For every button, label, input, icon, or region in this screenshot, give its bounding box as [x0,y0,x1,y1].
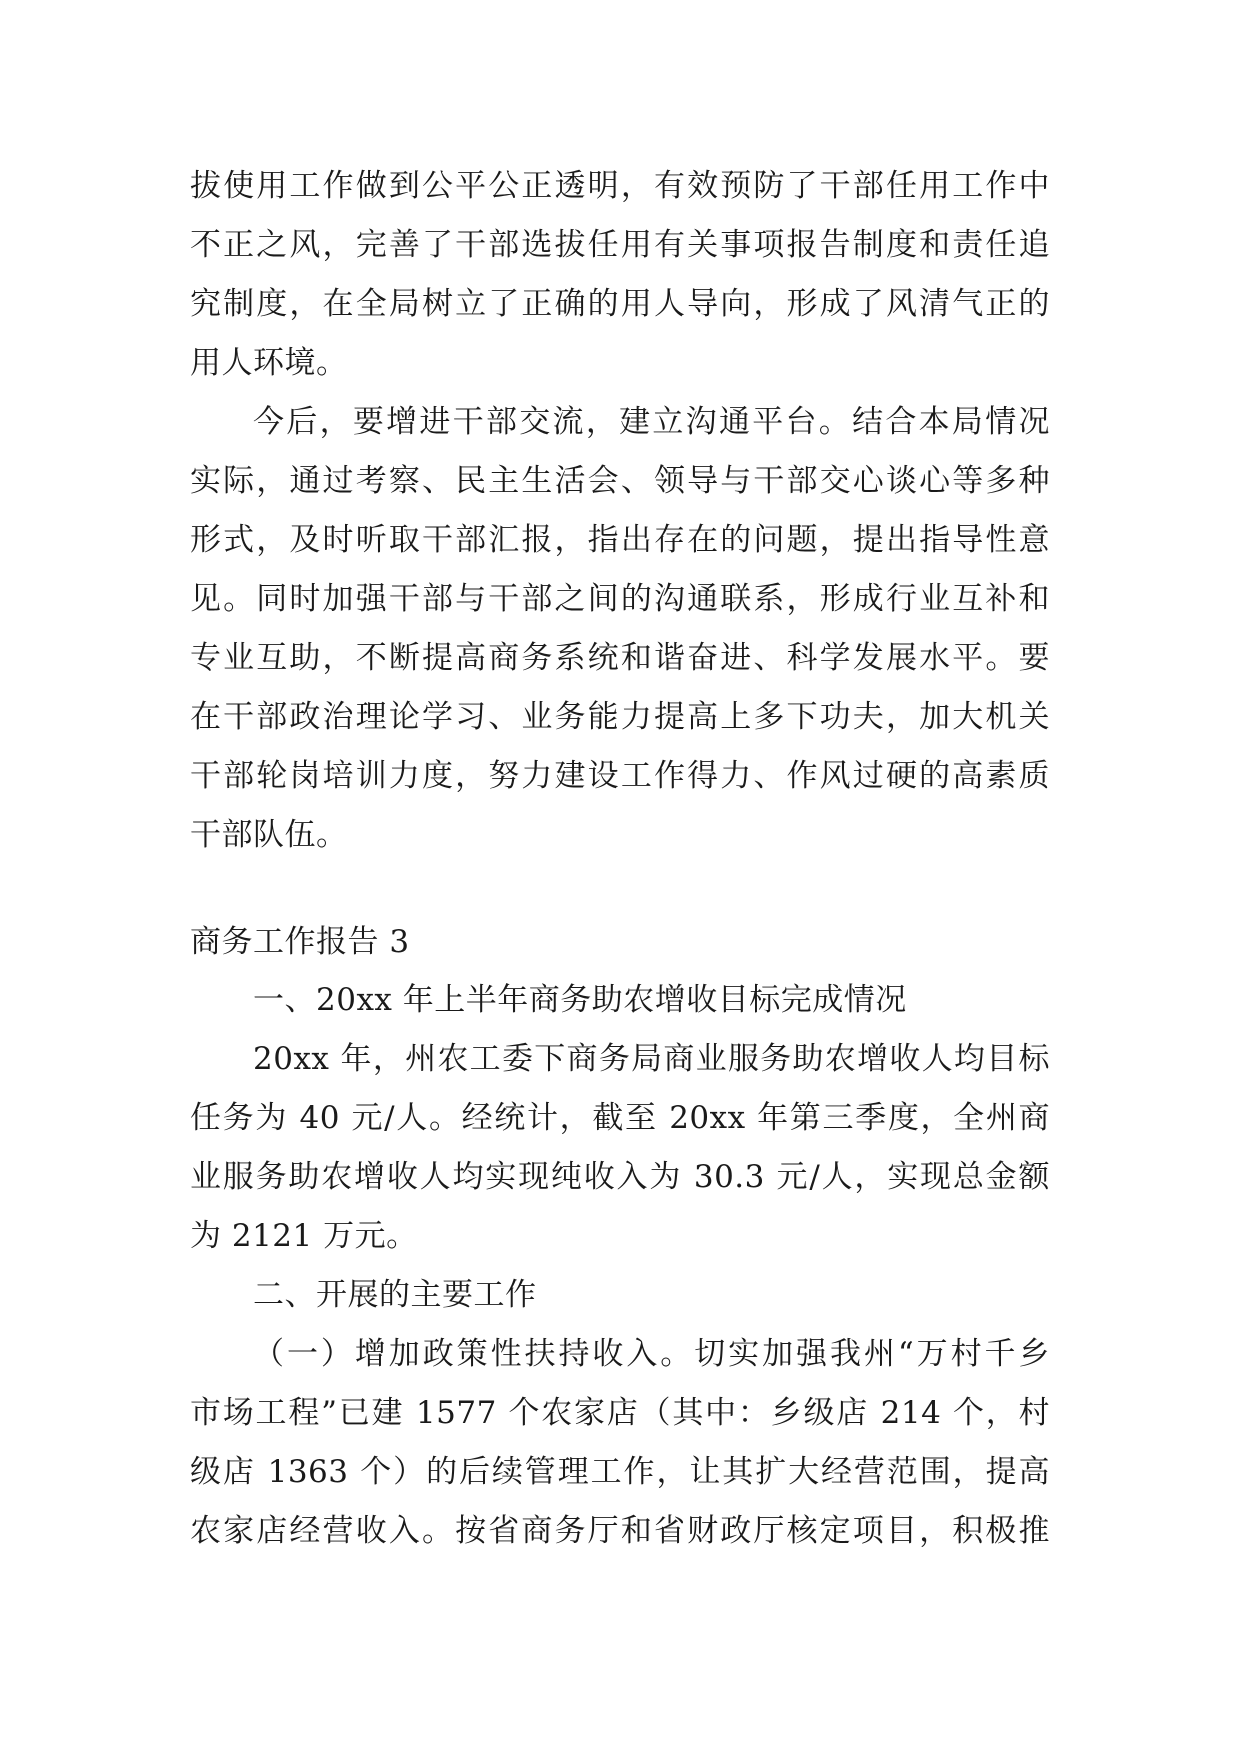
text-line: 拔使用工作做到公平公正透明，有效预防了干部任用工作中 [190,168,1050,204]
text-line: 业服务助农增收人均实现纯收入为 30.3 元/人，实现总金额 [190,1159,1050,1195]
text-line: 干部队伍。 [190,817,348,853]
text-line: 究制度，在全局树立了正确的用人导向，形成了风清气正的 [190,286,1050,322]
text-line: 专业互助，不断提高商务系统和谐奋进、科学发展水平。要 [190,640,1050,676]
text-line: 实际，通过考察、民主生活会、领导与干部交心谈心等多种 [190,463,1050,499]
text-line: 不正之风，完善了干部选拔任用有关事项报告制度和责任追 [190,227,1050,263]
text-line: 级店 1363 个）的后续管理工作，让其扩大经营范围，提高 [190,1454,1050,1490]
report-title: 商务工作报告 3 [190,924,410,960]
text-line: 在干部政治理论学习、业务能力提高上多下功夫，加大机关 [190,699,1050,735]
text-line: 20xx 年，州农工委下商务局商业服务助农增收人均目标 [253,1041,1050,1077]
section-heading: 二、开展的主要工作 [253,1277,537,1313]
text-line: 任务为 40 元/人。经统计，截至 20xx 年第三季度，全州商 [190,1100,1050,1136]
text-line: 形式，及时听取干部汇报，指出存在的问题，提出指导性意 [190,522,1050,558]
text-line: （一）增加政策性扶持收入。切实加强我州“万村千乡 [253,1336,1050,1372]
section-heading: 一、20xx 年上半年商务助农增收目标完成情况 [253,982,907,1018]
text-line: 干部轮岗培训力度，努力建设工作得力、作风过硬的高素质 [190,758,1050,794]
text-line: 今后，要增进干部交流，建立沟通平台。结合本局情况 [253,404,1050,440]
text-line: 用人环境。 [190,345,348,381]
text-line: 农家店经营收入。按省商务厅和省财政厅核定项目，积极推 [190,1513,1050,1549]
text-line: 见。同时加强干部与干部之间的沟通联系，形成行业互补和 [190,581,1050,617]
text-line: 为 2121 万元。 [190,1218,418,1254]
text-line: 市场工程”已建 1577 个农家店（其中：乡级店 214 个，村 [190,1395,1050,1431]
